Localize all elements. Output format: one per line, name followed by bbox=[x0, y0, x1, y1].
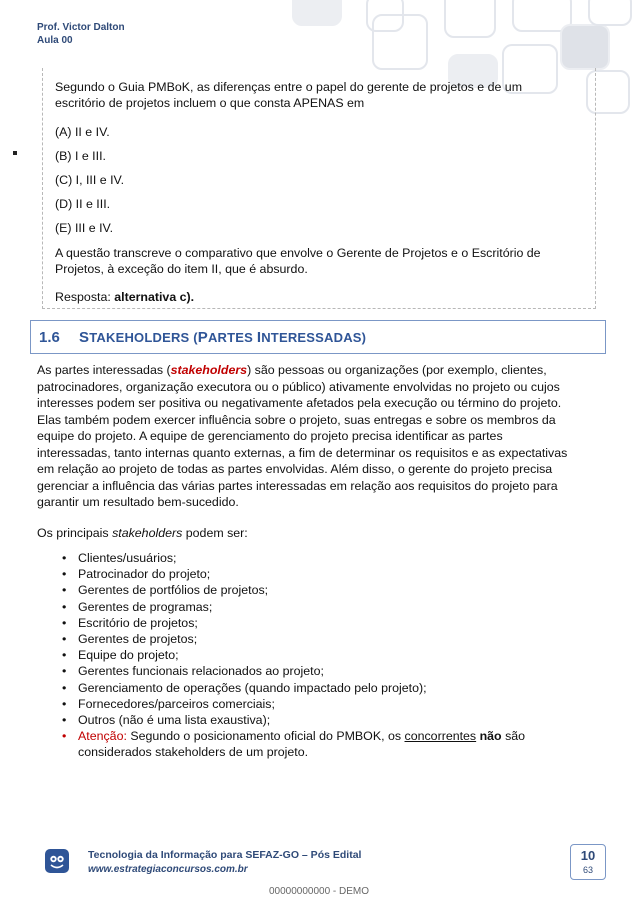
attention-item: • Atenção: Segundo o posicionamento oficial do PMBOK, os concorrentes não são considerados stakeholders de um projeto. bbox=[62, 729, 526, 760]
list-item: • Escritório de projetos; bbox=[62, 615, 198, 630]
option: (D) II e III. bbox=[55, 197, 111, 211]
stakeholders-term: stakeholders bbox=[170, 363, 248, 377]
header bbox=[37, 21, 125, 47]
option: (A) II e IV. bbox=[55, 125, 110, 139]
decorative-square bbox=[292, 0, 342, 26]
footer-course-title: Tecnologia da Informação para SEFAZ-GO – Pós Edital bbox=[88, 849, 362, 861]
section-heading bbox=[30, 320, 606, 354]
author-name: Prof. Victor Dalton bbox=[37, 22, 125, 33]
list-intro: Os principais stakeholders podem ser: bbox=[37, 526, 248, 540]
list-item: • Gerentes de programas; bbox=[62, 599, 213, 614]
decorative-square bbox=[560, 24, 610, 70]
list-bullet-square bbox=[13, 151, 17, 155]
decorative-square bbox=[372, 14, 428, 70]
answer-line: Resposta: alternativa c). bbox=[55, 290, 195, 304]
section-title: STAKEHOLDERS (PARTES INTERESSADAS) bbox=[79, 328, 367, 346]
answer-value: alternativa c). bbox=[114, 290, 195, 304]
list-item: • Gerentes funcionais relacionados ao projeto; bbox=[62, 664, 324, 679]
decorative-square bbox=[444, 0, 496, 38]
footer-site-link[interactable]: www.estrategiaconcursos.com.br bbox=[88, 864, 248, 875]
stakeholder-list bbox=[62, 550, 582, 761]
question-comment: A questão transcreve o comparativo que envolve o Gerente de Projetos e o Escritório de Projetos, à exceção do item II, que é absurdo. bbox=[55, 246, 541, 276]
owl-logo-icon bbox=[45, 849, 69, 873]
list-item: • Outros (não é uma lista exaustiva); bbox=[62, 713, 271, 728]
decorative-square bbox=[588, 0, 632, 26]
list-item: • Equipe do projeto; bbox=[62, 648, 179, 663]
option: (C) I, III e IV. bbox=[55, 173, 125, 187]
section-number: 1.6 bbox=[39, 328, 60, 346]
list-item: • Gerentes de portfólios de projetos; bbox=[62, 583, 269, 598]
question-stem: Segundo o Guia PMBoK, as diferenças entre o papel do gerente de projetos e de um escritório de projetos incluem o que consta APENAS em bbox=[55, 80, 523, 110]
page-number: 10 bbox=[580, 848, 596, 863]
attention-label: Atenção: bbox=[78, 729, 127, 744]
page-indicator bbox=[570, 844, 606, 880]
list-item: • Fornecedores/parceiros comerciais; bbox=[62, 696, 275, 711]
lesson-label: Aula 00 bbox=[37, 35, 73, 46]
competitors-term: concorrentes bbox=[404, 729, 477, 744]
list-item: • Clientes/usuários; bbox=[62, 551, 177, 565]
list-item: • Patrocinador do projeto; bbox=[62, 567, 211, 582]
list-item: • Gerentes de projetos; bbox=[62, 632, 198, 647]
demo-watermark: 00000000000 - DEMO bbox=[268, 886, 370, 897]
option: (B) I e III. bbox=[55, 149, 106, 163]
option: (E) III e IV. bbox=[55, 221, 114, 235]
body-paragraph: As partes interessadas (stakeholders) são pessoas ou organizações (por exemplo, clientes, patrocinadores, organização executora ou o público) ativamente envolvidas no projeto ou cujos interesses podem ser positiva ou negativamente afetados pela execução ou término do projeto. Elas também podem exercer influência sobre o projeto, suas entregas e sobre os membros da equipe do projeto. A equipe de gerenciamento do projeto precisa identificar as partes interessadas, tanto internas quanto externas, a fim de determinar os requisitos e as expectativas em relação ao projeto de todas as partes envolvidas. Além disso, o gerente do projeto precisa gerenciar a influência das várias partes interessadas em relação aos requisitos do projeto para garantir um resultado bem-sucedido. bbox=[37, 363, 568, 509]
page-total: 63 bbox=[582, 865, 593, 875]
list-item: • Gerenciamento de operações (quando impactado pelo projeto); bbox=[62, 680, 427, 695]
